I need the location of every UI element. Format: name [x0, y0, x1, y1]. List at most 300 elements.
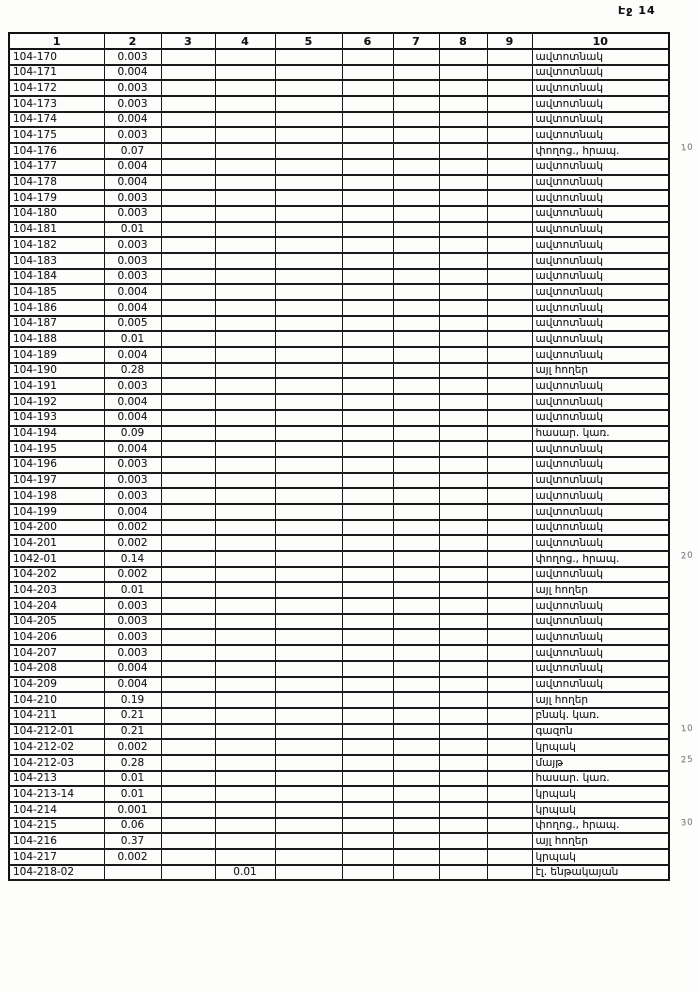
empty-cell: [393, 708, 439, 724]
parcel-code: 104-189: [9, 347, 104, 363]
empty-cell: [161, 363, 215, 379]
land-use-label: ավտոտնակ: [532, 598, 669, 614]
empty-cell: [161, 504, 215, 520]
table-row: [9, 473, 669, 489]
pencil-margin-note: 20: [680, 550, 695, 562]
empty-cell: [439, 253, 487, 269]
parcel-code: 104-206: [9, 629, 104, 645]
empty-cell: [161, 802, 215, 818]
empty-cell: [275, 520, 342, 536]
table-row: [9, 378, 669, 394]
empty-cell: [161, 724, 215, 740]
parcel-code: 104-186: [9, 300, 104, 316]
area-value: 0.004: [104, 159, 161, 175]
area-value: 0.004: [104, 504, 161, 520]
empty-cell: [393, 426, 439, 442]
table-row: [9, 65, 669, 81]
empty-cell: [342, 504, 393, 520]
empty-cell: [439, 112, 487, 128]
empty-cell: [393, 692, 439, 708]
empty-cell: [275, 771, 342, 787]
empty-cell: [275, 755, 342, 771]
area-value: 0.37: [104, 833, 161, 849]
pencil-margin-note: 10: [680, 142, 695, 154]
table-row: [9, 771, 669, 787]
empty-cell: [439, 849, 487, 865]
empty-cell: [393, 284, 439, 300]
empty-cell: [487, 645, 532, 661]
area-value: 0.003: [104, 645, 161, 661]
empty-cell: [161, 269, 215, 285]
area-value: 0.004: [104, 661, 161, 677]
empty-cell: [215, 739, 275, 755]
empty-cell: [215, 755, 275, 771]
parcel-code: 104-188: [9, 331, 104, 347]
empty-cell: [342, 112, 393, 128]
empty-cell: [275, 426, 342, 442]
empty-cell: [393, 598, 439, 614]
area-value: 0.003: [104, 80, 161, 96]
empty-cell: [487, 159, 532, 175]
land-use-label: ավտոտնակ: [532, 535, 669, 551]
empty-cell: [215, 677, 275, 693]
table-row: [9, 331, 669, 347]
empty-cell: [215, 300, 275, 316]
empty-cell: [275, 80, 342, 96]
empty-cell: [161, 849, 215, 865]
land-use-label: ավտոտնակ: [532, 175, 669, 191]
parcel-code: 104-185: [9, 284, 104, 300]
area-value: 0.004: [104, 300, 161, 316]
empty-cell: [393, 65, 439, 81]
empty-cell: [439, 833, 487, 849]
empty-cell: [487, 598, 532, 614]
area-value: 0.003: [104, 127, 161, 143]
empty-cell: [215, 582, 275, 598]
table-row: [9, 175, 669, 191]
empty-cell: [275, 551, 342, 567]
parcel-code: 104-178: [9, 175, 104, 191]
empty-cell: [161, 457, 215, 473]
empty-cell: [342, 614, 393, 630]
empty-cell: [439, 222, 487, 238]
empty-cell: [487, 143, 532, 159]
table-row: [9, 849, 669, 865]
empty-cell: [487, 49, 532, 65]
empty-cell: [393, 206, 439, 222]
empty-cell: [215, 598, 275, 614]
empty-cell: [439, 331, 487, 347]
empty-cell: [439, 629, 487, 645]
table-row: [9, 535, 669, 551]
empty-cell: [487, 127, 532, 143]
empty-cell: [393, 614, 439, 630]
empty-cell: [215, 175, 275, 191]
empty-cell: [487, 849, 532, 865]
land-use-label: ավտոտնակ: [532, 394, 669, 410]
empty-cell: [161, 692, 215, 708]
empty-cell: [275, 629, 342, 645]
empty-cell: [275, 645, 342, 661]
area-value: 0.07: [104, 143, 161, 159]
table-row: [9, 818, 669, 834]
parcel-code: 104-180: [9, 206, 104, 222]
empty-cell: [275, 708, 342, 724]
empty-cell: [161, 316, 215, 332]
empty-cell: [393, 567, 439, 583]
empty-cell: [342, 175, 393, 191]
land-use-label: ավտոտնակ: [532, 457, 669, 473]
parcel-code: 104-170: [9, 49, 104, 65]
empty-cell: [487, 629, 532, 645]
empty-cell: [439, 394, 487, 410]
empty-cell: [342, 331, 393, 347]
empty-cell: [393, 127, 439, 143]
empty-cell: [161, 614, 215, 630]
table-row: [9, 237, 669, 253]
area-value: 0.004: [104, 112, 161, 128]
empty-cell: [393, 378, 439, 394]
parcel-code: 1042-01: [9, 551, 104, 567]
land-use-label: ավտոտնակ: [532, 65, 669, 81]
empty-cell: [393, 112, 439, 128]
parcel-code: 104-175: [9, 127, 104, 143]
empty-cell: [215, 692, 275, 708]
empty-cell: [439, 237, 487, 253]
table-row: [9, 692, 669, 708]
empty-cell: [215, 394, 275, 410]
parcel-code: 104-205: [9, 614, 104, 630]
empty-cell: [215, 724, 275, 740]
land-use-label: հասար. կառ.: [532, 771, 669, 787]
empty-cell: [342, 49, 393, 65]
empty-cell: [487, 206, 532, 222]
empty-cell: [215, 488, 275, 504]
land-use-label: ավտոտնակ: [532, 629, 669, 645]
empty-cell: [161, 535, 215, 551]
empty-cell: [215, 269, 275, 285]
empty-cell: [393, 551, 439, 567]
empty-cell: [275, 473, 342, 489]
empty-cell: [393, 363, 439, 379]
empty-cell: [487, 724, 532, 740]
land-use-label: այլ հողեր: [532, 692, 669, 708]
land-use-label: ավտոտնակ: [532, 520, 669, 536]
empty-cell: [342, 237, 393, 253]
empty-cell: [342, 457, 393, 473]
area-value: 0.002: [104, 520, 161, 536]
land-use-label: մայթ 25: [532, 755, 669, 771]
empty-cell: [439, 190, 487, 206]
land-use-label: ավտոտնակ: [532, 677, 669, 693]
empty-cell: [487, 755, 532, 771]
empty-cell: [439, 661, 487, 677]
parcel-code: 104-209: [9, 677, 104, 693]
empty-cell: [439, 488, 487, 504]
empty-cell: [342, 96, 393, 112]
empty-cell: [439, 692, 487, 708]
empty-cell: [342, 802, 393, 818]
empty-cell: [215, 614, 275, 630]
empty-cell: [439, 582, 487, 598]
empty-cell: [439, 410, 487, 426]
column-header-5: 5: [275, 33, 342, 49]
parcel-code: 104-171: [9, 65, 104, 81]
empty-cell: [393, 818, 439, 834]
empty-cell: [215, 661, 275, 677]
empty-cell: [487, 284, 532, 300]
area-value: 0.28: [104, 755, 161, 771]
land-use-label: ավտոտնակ: [532, 614, 669, 630]
empty-cell: [275, 692, 342, 708]
empty-cell: [215, 363, 275, 379]
empty-cell: [215, 65, 275, 81]
empty-cell: [487, 237, 532, 253]
area-value: 0.003: [104, 206, 161, 222]
empty-cell: [275, 284, 342, 300]
empty-cell: [342, 567, 393, 583]
land-use-label: ավտոտնակ: [532, 284, 669, 300]
empty-cell: [215, 833, 275, 849]
land-use-label: բնակ. կառ.: [532, 708, 669, 724]
empty-cell: [161, 833, 215, 849]
empty-cell: [393, 316, 439, 332]
column-header-1: 1: [9, 33, 104, 49]
column-header-10: 10: [532, 33, 669, 49]
empty-cell: [161, 771, 215, 787]
empty-cell: [275, 269, 342, 285]
parcel-code: 104-197: [9, 473, 104, 489]
area-value: 0.21: [104, 724, 161, 740]
empty-cell: [393, 253, 439, 269]
table-row: [9, 206, 669, 222]
empty-cell: [487, 96, 532, 112]
empty-cell: [275, 567, 342, 583]
parcel-code: 104-192: [9, 394, 104, 410]
empty-cell: [439, 567, 487, 583]
table-row: [9, 410, 669, 426]
area-value: 0.14: [104, 551, 161, 567]
empty-cell: [439, 755, 487, 771]
empty-cell: [342, 410, 393, 426]
table-row: [9, 661, 669, 677]
empty-cell: [439, 818, 487, 834]
empty-cell: [215, 818, 275, 834]
empty-cell: [275, 865, 342, 881]
empty-cell: [487, 818, 532, 834]
area-value: 0.003: [104, 269, 161, 285]
empty-cell: [487, 457, 532, 473]
empty-cell: [439, 504, 487, 520]
empty-cell: [275, 237, 342, 253]
empty-cell: [161, 394, 215, 410]
empty-cell: [393, 331, 439, 347]
parcel-code: 104-176: [9, 143, 104, 159]
empty-cell: [393, 473, 439, 489]
empty-cell: [439, 724, 487, 740]
area-value: 0.002: [104, 535, 161, 551]
parcel-code: 104-216: [9, 833, 104, 849]
empty-cell: [487, 535, 532, 551]
land-use-label: ավտոտնակ: [532, 206, 669, 222]
empty-cell: [393, 849, 439, 865]
empty-cell: [487, 222, 532, 238]
empty-cell: [161, 755, 215, 771]
column-header-6: 6: [342, 33, 393, 49]
table-row: [9, 112, 669, 128]
empty-cell: [393, 347, 439, 363]
land-use-label: փողոց., հրապ. 20: [532, 551, 669, 567]
empty-cell: [161, 473, 215, 489]
land-use-label: ավտոտնակ: [532, 473, 669, 489]
empty-cell: [215, 535, 275, 551]
table-row: [9, 614, 669, 630]
empty-cell: [342, 488, 393, 504]
table-row: [9, 645, 669, 661]
parcel-code: 104-204: [9, 598, 104, 614]
empty-cell: [439, 175, 487, 191]
empty-cell: [215, 473, 275, 489]
area-value: 0.004: [104, 441, 161, 457]
empty-cell: [342, 65, 393, 81]
empty-cell: [439, 739, 487, 755]
column-header-7: 7: [393, 33, 439, 49]
empty-cell: [275, 347, 342, 363]
table-row: [9, 582, 669, 598]
table-row: [9, 269, 669, 285]
table-row: [9, 127, 669, 143]
empty-cell: [161, 127, 215, 143]
empty-cell: [342, 708, 393, 724]
parcel-code: 104-195: [9, 441, 104, 457]
land-use-label: ավտոտնակ: [532, 222, 669, 238]
empty-cell: [161, 253, 215, 269]
empty-cell: [487, 473, 532, 489]
empty-cell: [487, 771, 532, 787]
area-value: 0.003: [104, 457, 161, 473]
land-use-label: ավտոտնակ: [532, 112, 669, 128]
empty-cell: [215, 96, 275, 112]
empty-cell: [342, 316, 393, 332]
table-row: [9, 363, 669, 379]
land-use-label: այլ հողեր: [532, 582, 669, 598]
area-value: 0.28: [104, 363, 161, 379]
empty-cell: [342, 582, 393, 598]
parcel-code: 104-210: [9, 692, 104, 708]
table-row: [9, 677, 669, 693]
empty-cell: [487, 441, 532, 457]
parcel-code: 104-202: [9, 567, 104, 583]
area-value: 0.004: [104, 175, 161, 191]
empty-cell: [342, 520, 393, 536]
land-use-label: ավտոտնակ: [532, 190, 669, 206]
parcel-code: 104-212-03: [9, 755, 104, 771]
table-header-row: [9, 33, 669, 49]
empty-cell: [487, 410, 532, 426]
empty-cell: [393, 394, 439, 410]
empty-cell: [161, 65, 215, 81]
empty-cell: [342, 849, 393, 865]
empty-cell: [393, 300, 439, 316]
empty-cell: [215, 426, 275, 442]
table-row: [9, 739, 669, 755]
empty-cell: [342, 190, 393, 206]
land-use-label: ավտոտնակ: [532, 488, 669, 504]
area-value: 0.003: [104, 629, 161, 645]
empty-cell: [215, 786, 275, 802]
empty-cell: [275, 488, 342, 504]
parcel-code: 104-218-02: [9, 865, 104, 881]
land-use-label: ավտոտնակ: [532, 253, 669, 269]
empty-cell: [161, 739, 215, 755]
empty-cell: [439, 159, 487, 175]
page-number: Էջ 14: [618, 4, 656, 17]
empty-cell: [487, 802, 532, 818]
empty-cell: [342, 661, 393, 677]
empty-cell: [161, 175, 215, 191]
area-value: 0.003: [104, 488, 161, 504]
empty-cell: [393, 755, 439, 771]
land-use-label: ավտոտնակ: [532, 80, 669, 96]
column-header-3: 3: [161, 33, 215, 49]
empty-cell: [275, 614, 342, 630]
empty-cell: [275, 786, 342, 802]
table-row: [9, 190, 669, 206]
empty-cell: [393, 159, 439, 175]
area-value: 0.01: [104, 331, 161, 347]
empty-cell: [275, 849, 342, 865]
table-row: [9, 724, 669, 740]
empty-cell: [215, 284, 275, 300]
land-use-label: էլ. ենթակայան: [532, 865, 669, 881]
empty-cell: [275, 222, 342, 238]
empty-cell: [393, 143, 439, 159]
empty-cell: [487, 175, 532, 191]
area-value: 0.01: [104, 222, 161, 238]
area-value: 0.004: [104, 677, 161, 693]
empty-cell: [215, 253, 275, 269]
table-row: [9, 300, 669, 316]
empty-cell: [342, 253, 393, 269]
empty-cell: [393, 222, 439, 238]
empty-cell: [215, 520, 275, 536]
empty-cell: [487, 786, 532, 802]
land-use-label: գազոն 10: [532, 724, 669, 740]
area-value: 0.001: [104, 802, 161, 818]
land-use-label: ավտոտնակ: [532, 410, 669, 426]
empty-cell: [161, 206, 215, 222]
area-value: 0.06: [104, 818, 161, 834]
area-value: 0.01: [104, 771, 161, 787]
empty-cell: [487, 65, 532, 81]
empty-cell: [275, 159, 342, 175]
land-use-label: ավտոտնակ: [532, 661, 669, 677]
area-value: 0.003: [104, 190, 161, 206]
empty-cell: [439, 802, 487, 818]
table-row: [9, 80, 669, 96]
area-value: 0.003: [104, 378, 161, 394]
empty-cell: [487, 567, 532, 583]
empty-cell: [487, 614, 532, 630]
empty-cell: [342, 378, 393, 394]
land-use-label: ավտոտնակ: [532, 316, 669, 332]
empty-cell: [215, 49, 275, 65]
empty-cell: [393, 49, 439, 65]
column-header-8: 8: [439, 33, 487, 49]
empty-cell: [439, 347, 487, 363]
empty-cell: [393, 488, 439, 504]
empty-cell: [439, 771, 487, 787]
